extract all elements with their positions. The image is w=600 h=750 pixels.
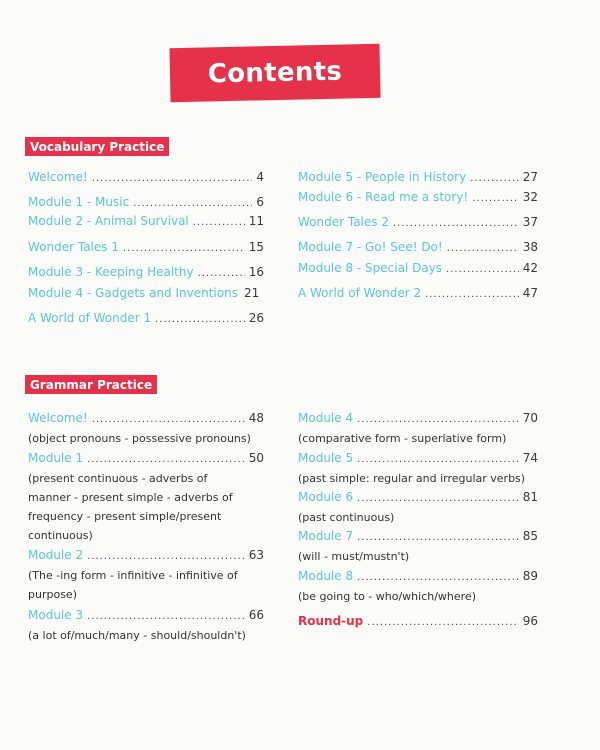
- entry-page: 26: [248, 311, 264, 325]
- entry-title: Module 6 - Read me a story!: [298, 190, 469, 204]
- entry-page: 89: [522, 569, 538, 583]
- toc-entry-vocab-module-4[interactable]: [28, 286, 264, 302]
- entry-title: Module 2 - Animal Survival: [28, 214, 189, 228]
- entry-description: (The -ing form - infinitive - infinitive of: [28, 569, 238, 582]
- entry-page: 81: [522, 490, 538, 504]
- entry-page: 15: [248, 240, 264, 254]
- toc-entry-vocab-wonder-tales-1[interactable]: [28, 240, 264, 256]
- toc-entry-vocab-module-8[interactable]: [298, 261, 538, 277]
- entry-page: 74: [522, 451, 538, 465]
- entry-page: 42: [522, 261, 538, 275]
- entry-title: Module 5: [298, 451, 354, 465]
- entry-title: Welcome!: [28, 170, 88, 184]
- toc-entry-grammar-module-8[interactable]: [298, 569, 538, 585]
- entry-title: Round-up: [298, 614, 364, 628]
- entry-page: 48: [248, 411, 264, 425]
- entry-description: (be going to - who/which/where): [298, 590, 476, 603]
- entry-title: Module 8 - Special Days: [298, 261, 443, 275]
- entry-title: Module 7 - Go! See! Do!: [298, 240, 443, 254]
- entry-description: frequency - present simple/present: [28, 510, 222, 523]
- entry-page: 96: [522, 614, 538, 628]
- entry-title: A World of Wonder 1: [28, 311, 152, 325]
- entry-title: Module 3 - Keeping Healthy: [28, 265, 194, 279]
- toc-entry-grammar-module-4[interactable]: [298, 411, 538, 427]
- entry-title: Module 2: [28, 548, 84, 562]
- entry-description: (past simple: regular and irregular verbs): [298, 472, 526, 485]
- entry-page: 66: [248, 608, 264, 622]
- toc-entry-vocab-module-3[interactable]: [28, 265, 264, 281]
- toc-entry-vocab-wonder-tales-2[interactable]: [298, 215, 538, 231]
- toc-entry-vocab-module-6[interactable]: [298, 190, 538, 206]
- entry-description: continuous): [28, 529, 93, 542]
- entry-description: (comparative form - superlative form): [298, 432, 507, 445]
- entry-description: manner - present simple - adverbs of: [28, 491, 233, 504]
- vocabulary-section-label: Vocabulary Practice: [25, 137, 169, 156]
- entry-page: 47: [522, 286, 538, 300]
- entry-description: (object pronouns - possessive pronouns): [28, 432, 251, 445]
- toc-entry-grammar-module-6[interactable]: [298, 490, 538, 506]
- grammar-section-label: Grammar Practice: [25, 375, 157, 394]
- entry-title: Module 8: [298, 569, 354, 583]
- entry-title: Module 6: [298, 490, 354, 504]
- toc-entry-vocab-module-2[interactable]: [28, 214, 264, 230]
- toc-entry-vocab-world-of-wonder-2[interactable]: [298, 286, 538, 302]
- entry-title: Module 3: [28, 608, 84, 622]
- entry-description: (present continuous - adverbs of: [28, 472, 208, 485]
- entry-title: Wonder Tales 2: [298, 215, 389, 229]
- entry-title: A World of Wonder 2: [298, 286, 422, 300]
- entry-title: Module 7: [298, 529, 354, 543]
- entry-title: Module 1: [28, 451, 84, 465]
- entry-title: Wonder Tales 1: [28, 240, 119, 254]
- entry-title: Module 4 - Gadgets and Inventions: [28, 286, 238, 300]
- toc-entry-grammar-module-7[interactable]: [298, 529, 538, 545]
- entry-page: 70: [522, 411, 538, 425]
- title-banner: [169, 44, 380, 102]
- entry-page: 16: [248, 265, 264, 279]
- toc-entry-vocab-module-7[interactable]: [298, 240, 538, 256]
- entry-page: 63: [248, 548, 264, 562]
- toc-entry-grammar-module-1[interactable]: [28, 451, 264, 467]
- entry-title: Welcome!: [28, 411, 88, 425]
- toc-entry-grammar-round-up[interactable]: [298, 614, 538, 630]
- toc-entry-vocab-world-of-wonder-1[interactable]: [28, 311, 264, 327]
- entry-title: Module 4: [298, 411, 354, 425]
- toc-entry-vocab-module-5[interactable]: [298, 170, 538, 186]
- entry-page: 4: [256, 170, 264, 184]
- toc-entry-vocab-module-1[interactable]: [28, 195, 264, 211]
- toc-entry-vocab-welcome[interactable]: [28, 170, 264, 186]
- entry-page: 85: [522, 529, 538, 543]
- entry-page: 6: [256, 195, 264, 209]
- entry-page: 32: [522, 190, 538, 204]
- entry-description: (a lot of/much/many - should/shouldn't): [28, 629, 246, 642]
- toc-entry-grammar-module-5[interactable]: [298, 451, 538, 467]
- entry-page: 21: [243, 286, 260, 300]
- entry-title: Module 5 - People in History: [298, 170, 467, 184]
- entry-description: (will - must/mustn't): [298, 550, 410, 563]
- entry-description: purpose): [28, 588, 77, 601]
- entry-page: 50: [248, 451, 264, 465]
- entry-page: 11: [248, 214, 264, 228]
- entry-page: 27: [522, 170, 538, 184]
- toc-entry-grammar-module-3[interactable]: [28, 608, 264, 624]
- page-title: Contents: [207, 56, 343, 90]
- entry-page: 38: [522, 240, 538, 254]
- toc-entry-grammar-module-2[interactable]: [28, 548, 264, 564]
- entry-description: (past continuous): [298, 511, 395, 524]
- entry-page: 37: [522, 215, 538, 229]
- toc-entry-grammar-welcome[interactable]: [28, 411, 264, 427]
- entry-title: Module 1 - Music: [28, 195, 130, 209]
